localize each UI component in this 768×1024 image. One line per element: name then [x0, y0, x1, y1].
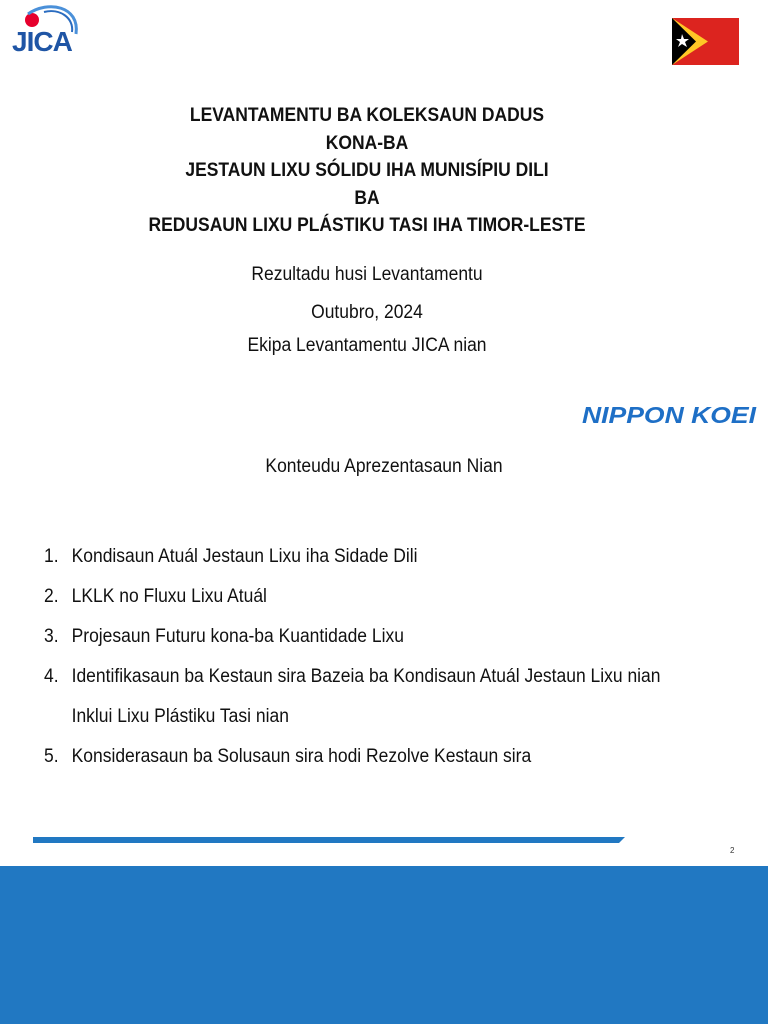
- list-item-text: Konsiderasaun ba Solusaun sira hodi Rezolve Kestaun sira: [71, 746, 532, 767]
- list-item-text: Projesaun Futuru kona-ba Kuantidade Lixu: [71, 626, 404, 647]
- timor-leste-flag-icon: [672, 18, 739, 65]
- subtitle-result: Rezultadu husi Levantamentu: [251, 264, 483, 285]
- list-item-text: Kondisaun Atuál Jestaun Lixu iha Sidade Dili: [71, 546, 418, 567]
- contents-heading: Konteudu Aprezentasaun Nian: [265, 456, 503, 477]
- list-item-number: 2.: [44, 586, 59, 607]
- subtitle-date: Outubro, 2024: [311, 302, 423, 323]
- slide-divider: [33, 836, 625, 844]
- list-item-number: 1.: [44, 546, 59, 567]
- list-item-number: 5.: [44, 746, 59, 767]
- list-item: [44, 746, 688, 786]
- page-number: 2: [730, 846, 735, 855]
- list-item-text: LKLK no Fluxu Lixu Atuál: [71, 586, 267, 607]
- list-item-text: Identifikasaun ba Kestaun sira Bazeia ba Kondisaun Atuál Jestaun Lixu nian: [71, 666, 661, 687]
- list-item: [44, 626, 688, 666]
- list-item-number: 4.: [44, 666, 59, 687]
- title-line-3: JESTAUN LIXU SÓLIDU IHA MUNISÍPIU DILI: [185, 160, 549, 181]
- title-line-5: REDUSAUN LIXU PLÁSTIKU TASI IHA TIMOR-LESTE: [148, 215, 586, 236]
- list-item-number: 3.: [44, 626, 59, 647]
- list-item: [44, 586, 688, 626]
- contents-list: [44, 546, 688, 786]
- list-item: [44, 666, 688, 746]
- title-line-4: BA: [354, 187, 380, 209]
- title-line-2: KONA-BA: [325, 132, 409, 154]
- footer-band: [0, 866, 768, 1024]
- nippon-koei-logo-text: NIPPON KOEI: [582, 402, 757, 428]
- jica-logo: [8, 4, 88, 66]
- list-item-text-continued: Inklui Lixu Plástiku Tasi nian: [71, 706, 289, 727]
- jica-logo-text: JICA: [12, 26, 72, 57]
- nippon-koei-logo: [580, 400, 760, 430]
- subtitle-team: Ekipa Levantamentu JICA nian: [247, 335, 487, 356]
- title-line-1: LEVANTAMENTU BA KOLEKSAUN DADUS: [189, 105, 545, 126]
- list-item: [44, 546, 688, 586]
- presentation-title: [29, 102, 704, 240]
